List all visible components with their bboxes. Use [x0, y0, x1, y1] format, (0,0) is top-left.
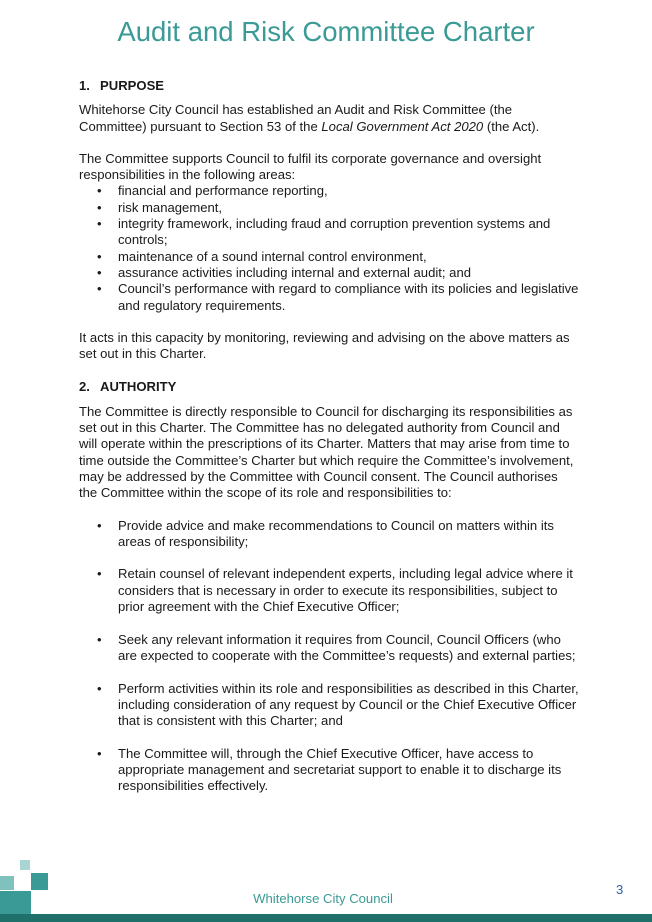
section-title: AUTHORITY: [100, 379, 177, 395]
purpose-support-paragraph: The Committee supports Council to fulfil its corporate governance and oversight responsibilities in the following areas:: [79, 150, 542, 183]
bullet-icon: •: [97, 631, 102, 647]
bullet-icon: •: [97, 566, 102, 582]
list-item-text: Council’s performance with regard to compliance with its policies and legislative and regulatory requirements.: [118, 281, 579, 313]
bullet-icon: •: [97, 248, 102, 264]
authority-intro-paragraph: The Committee is directly responsible to Council for discharging its responsibilities as set out in this Charter. The Committee has no delegated authority from Council and will operate within the prescriptions of its Charter. Matters that may arise from time to time outside the Committee’s Charter but which require the Committee’s involvement, may be addressed by the Committee with Council consent. The Council authorises the Committee within the scope of its role and responsibilities to:: [79, 403, 574, 501]
list-item-text: risk management,: [118, 199, 223, 215]
section-number: 1.: [79, 78, 90, 93]
list-item-text: Perform activities within its role and responsibilities as described in this Charter, including consideration of any request by Council or the Chief Executive Officer that is consistent with this Charter; and: [118, 680, 579, 729]
list-item-text: financial and performance reporting,: [118, 183, 328, 199]
purpose-areas-list: [79, 183, 579, 313]
page-number: 3: [616, 882, 624, 897]
list-item: [79, 183, 579, 199]
list-item: [79, 200, 579, 216]
logo-square-large: [31, 873, 48, 890]
bullet-icon: •: [97, 264, 102, 280]
logo-square-small: [20, 860, 30, 870]
purpose-closing-paragraph: It acts in this capacity by monitoring, reviewing and advising on the above matters as set out in this Charter.: [79, 329, 570, 362]
list-item: [79, 566, 579, 615]
act-name: Local Government Act 2020: [321, 118, 484, 134]
bullet-icon: •: [97, 199, 102, 215]
purpose-intro-suffix: (the Act).: [483, 118, 540, 134]
list-item-text: Retain counsel of relevant independent experts, including legal advice where it considers that is necessary in order to execute its responsibilities, subject to prior agreement with the Chief Executive Officer;: [118, 566, 573, 615]
footer-organisation: Whitehorse City Council: [253, 891, 393, 906]
list-item: [79, 265, 579, 281]
bullet-icon: •: [97, 680, 102, 696]
logo-square-medium: [0, 876, 14, 890]
list-item: [79, 249, 579, 265]
list-item-text: integrity framework, including fraud and corruption prevention systems and controls;: [118, 216, 551, 248]
bullet-icon: •: [97, 183, 102, 199]
list-item: [79, 746, 579, 795]
purpose-intro-paragraph: [79, 102, 579, 135]
authority-list: [79, 518, 579, 795]
footer-bar: [0, 914, 652, 922]
list-item-text: maintenance of a sound internal control environment,: [118, 248, 427, 264]
bullet-icon: •: [97, 216, 102, 232]
section-title: PURPOSE: [100, 78, 165, 93]
bullet-icon: •: [97, 745, 102, 761]
page-title: Audit and Risk Committee Charter: [117, 16, 535, 47]
section-number: 2.: [79, 379, 90, 395]
list-item-text: Provide advice and make recommendations to Council on matters within its areas of responsibility;: [118, 517, 554, 549]
list-item: [79, 281, 579, 314]
bullet-icon: •: [97, 517, 102, 533]
purpose-intro-text: Whitehorse City Council has established an Audit and Risk Committee (the Committee) pursuant to Section 53 of the: [79, 102, 513, 134]
list-item-text: The Committee will, through the Chief Executive Officer, have access to appropriate management and secretariat support to enable it to discharge its responsibilities effectively.: [118, 745, 562, 794]
list-item-text: Seek any relevant information it requires from Council, Council Officers (who are expected to cooperate with the Committee’s requests) and external parties;: [118, 631, 576, 663]
list-item: [79, 518, 579, 551]
document-body: [79, 78, 579, 811]
list-item: [79, 681, 579, 730]
bullet-icon: •: [97, 281, 102, 297]
list-item-text: assurance activities including internal and external audit; and: [118, 264, 472, 280]
list-item: [79, 632, 579, 665]
section-heading-purpose: [79, 78, 579, 94]
list-item: [79, 216, 579, 249]
section-heading-authority: [79, 379, 579, 395]
